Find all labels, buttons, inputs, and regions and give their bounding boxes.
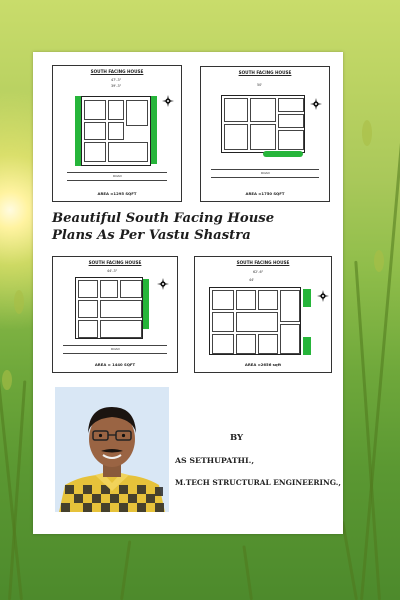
compass-icon [162,95,174,107]
plan-title: SOUTH FACING HOUSE [90,69,144,74]
road-line [211,177,319,178]
plan-title: SOUTH FACING HOUSE [236,260,290,265]
plan-title: SOUTH FACING HOUSE [88,260,142,265]
plan-area: AREA =2656 sqft [244,362,282,367]
road-label: ROAD [111,347,120,351]
plan-building [81,96,151,166]
garden-strip [303,289,311,307]
road-line [67,180,167,181]
plan-area: AREA = 1440 SQFT [94,362,136,367]
garden-strip [151,96,157,164]
road-line [211,169,319,170]
headline-line-1: Beautiful South Facing House [52,211,275,226]
garden-strip [263,151,303,157]
plan-building [221,95,305,153]
compass-icon [317,290,329,302]
author-photo [55,387,169,512]
author-by-label: BY [230,433,244,443]
floor-plan-1 [52,65,182,202]
plan-dimension: 44' [249,278,255,282]
book-headline [52,210,292,244]
headline-line-2: Plans As Per Vastu Shastra [52,228,251,243]
garden-strip [143,279,149,329]
floor-plan-3 [52,256,178,373]
plan-area: AREA =1295 SQFT [97,191,137,196]
plan-dimension: 50' [257,83,263,87]
plan-dimension: 62'-6" [253,270,264,274]
plan-area: AREA =1750 SQFT [245,191,285,196]
road-label: ROAD [261,171,270,175]
road-label: ROAD [113,174,122,178]
author-portrait [55,387,169,512]
compass-icon [310,98,322,110]
author-degree: M.TECH STRUCTURAL ENGINEERING., [175,478,341,487]
floor-plan-2 [200,66,330,202]
author-name: AS SETHUPATHI., [175,456,255,465]
road-line [63,345,167,346]
floor-plan-4 [194,256,332,373]
plan-building [75,277,143,339]
plan-building [209,287,301,355]
garden-strip [303,337,311,355]
road-line [63,353,167,354]
road-line [67,172,167,173]
plan-dimension: 47'-3" [111,78,122,82]
compass-icon [157,278,169,290]
plan-dimension: 44'-3" [107,269,118,273]
plan-dimension: 39'-3" [111,84,122,88]
plan-title: SOUTH FACING HOUSE [238,70,292,75]
